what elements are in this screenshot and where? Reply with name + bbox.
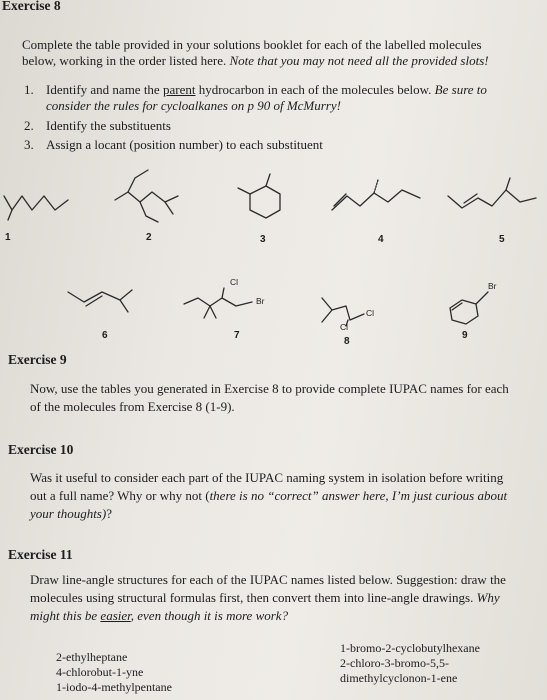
molecule-4-label: 4 [378,234,384,245]
step-1-number: 1. [24,82,34,97]
molecule-4-structure [322,168,432,223]
exercise-8-intro-line1: Complete the table provided in your solutions booklet for each of the labelled molecules [22,37,482,52]
iupac-name-item: 4-chlorobut-1-yne [56,665,144,679]
molecule-7-bromine-label: Br [256,296,265,306]
molecule-7-structure [180,284,270,329]
iupac-name-item: dimethylcyclonon-1-ene [340,671,458,685]
molecule-6-label: 6 [102,330,108,341]
exercise-8-intro-line2: below, working in the order listed here. Note that you may not need all the provided slots! [22,53,489,68]
exercise-9-line1: Now, use the tables you generated in Exercise 8 to provide complete IUPAC names for each [30,381,509,396]
molecule-7-chlorine-label: Cl [230,277,239,287]
iupac-name-item: 1-bromo-2-cyclobutylhexane [340,641,480,655]
exercise-8-title: Exercise 8 [2,0,61,13]
molecule-2-label: 2 [146,232,152,243]
step-1-text-line2: consider the rules for cycloalkanes on p 90 of McMurry! [46,98,341,113]
molecule-1-structure [0,180,80,225]
molecule-1-label: 1 [5,232,11,243]
exercise-11-line3: might this be easier, even though it is more work? [30,608,289,623]
step-1-text: Identify and name the parent hydrocarbon in each of the molecules below. Be sure to [46,82,487,97]
exercise-10-line3: your thoughts)? [30,506,112,521]
exercise-10-line1: Was it useful to consider each part of the IUPAC naming system in isolation before writing [30,470,504,485]
exercise-11-line1: Draw line-angle structures for each of the IUPAC names listed below. Suggestion: draw the [30,572,506,587]
step-2-number: 2. [24,118,34,133]
molecule-2-structure [110,162,200,227]
exercise-11-title: Exercise 11 [8,547,73,562]
molecule-9-bromine-label: Br [488,281,497,291]
molecule-5-structure [442,170,547,225]
step-2-text: Identify the substituents [46,118,171,133]
molecule-9-structure [440,282,510,327]
exercise-9-title: Exercise 9 [8,352,67,367]
molecule-9-label: 9 [462,330,468,341]
molecule-6-structure [62,278,142,318]
molecule-8-label: 8 [344,336,350,347]
iupac-name-item: 2-ethylheptane [56,650,128,664]
molecule-3-structure [228,172,298,232]
exercise-9-line2: of the molecules from Exercise 8 (1-9). [30,399,235,414]
molecule-5-label: 5 [499,234,505,245]
molecule-7-label: 7 [234,330,240,341]
exercise-11-line2: molecules using structural formulas first, then convert them into line-angle drawings. Why [30,590,500,605]
exercise-10-line2: out a full name? Why or why not (there is no “correct” answer here, I’m just curious about [30,488,508,503]
molecule-8-chlorine-label-b: Cl [340,322,349,332]
iupac-name-item: 1-iodo-4-methylpentane [56,680,172,694]
step-3-text: Assign a locant (position number) to each substituent [46,137,323,152]
iupac-names-right-list [340,641,480,686]
step-3-number: 3. [24,137,34,152]
molecule-3-label: 3 [260,234,266,245]
iupac-name-item: 2-chloro-3-bromo-5,5- [340,656,449,670]
molecule-8-chlorine-label-a: Cl [366,308,375,318]
iupac-names-left-list [56,650,172,695]
exercise-10-title: Exercise 10 [8,442,74,457]
